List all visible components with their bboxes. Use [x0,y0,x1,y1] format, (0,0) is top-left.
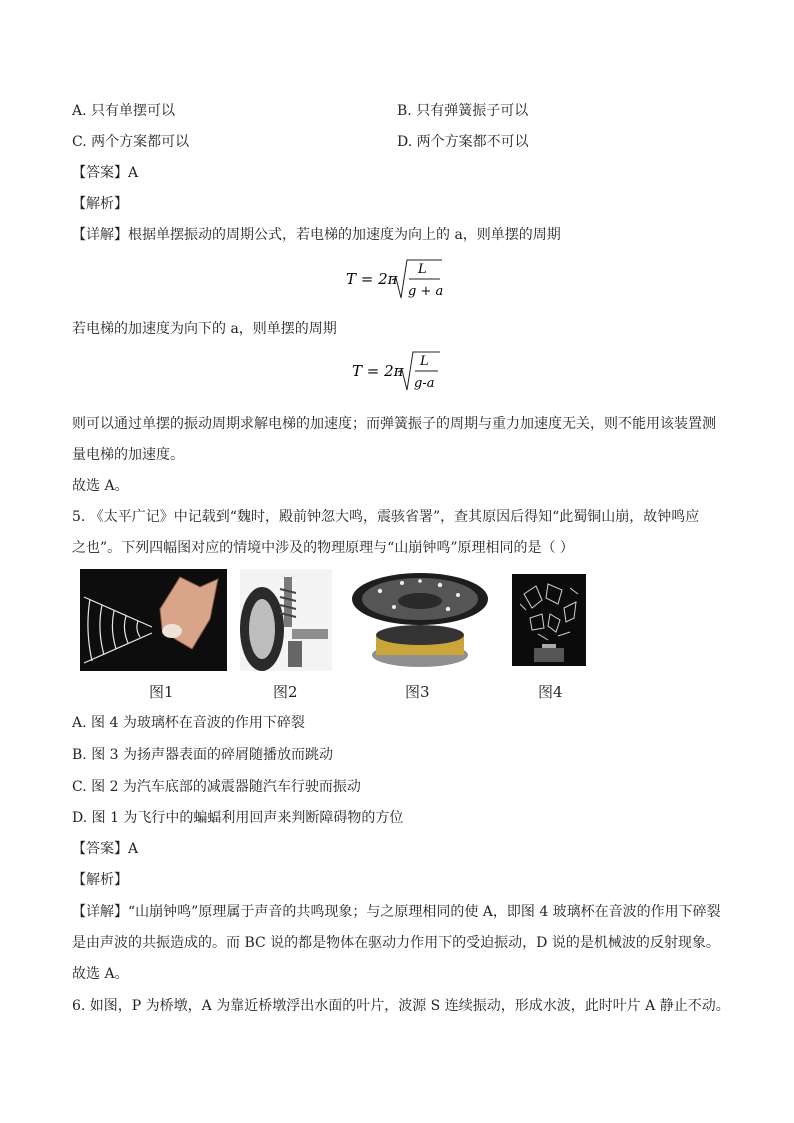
analysis-tag: 【解析】 [72,196,128,212]
formula-2 [352,350,452,400]
q5-option-b: B. 图 3 为扬声器表面的碎屑随播放而跳动 [72,747,333,763]
formula-1-den: g + a [408,284,444,299]
option-a: A. 只有单摆可以 [72,103,176,119]
answer-line [72,162,138,182]
answer-tag: 【答案】 [72,841,128,857]
figure-3-label: 图3 [405,683,430,701]
q5-option-a: A. 图 4 为玻璃杯在音波的作用下碎裂 [72,715,305,731]
bat-echo-icon [80,569,227,671]
detail-line-3a: 则可以通过单摆的振动周期求解电梯的加速度；而弹簧振子的周期与重力加速度无关，则不能用该装置测 [72,416,716,432]
q5-option-d: D. 图 1 为飞行中的蝙蝠利用回声来判断障碍物的方位 [72,810,404,826]
q5-detail-line-1 [72,901,721,921]
option-b: B. 只有弹簧振子可以 [397,103,529,119]
q5-detail-line-2: 是由声波的共振造成的。而 BC 说的都是物体在驱动力作用下的受迫振动，D 说的是机械波的反射现象。 [72,935,720,951]
q5-option-c: C. 图 2 为汽车底部的减震器随汽车行驶而振动 [72,779,361,795]
answer-tag: 【答案】 [72,165,128,181]
formula-2-svg [352,350,452,396]
q6-stem-1: 6. 如图，P 为桥墩，A 为靠近桥墩浮出水面的叶片，波源 S 连续振动，形成水波，此时叶片 A 静止不动。 [72,998,730,1014]
q5-stem-1: 5. 《太平广记》中记载到“魏时，殿前钟忽大鸣，震骇省署”，查其原因后得知“此蜀铜山崩，故钟鸣应 [72,509,700,525]
formula-1 [346,258,456,308]
detail-tag: 【详解】 [72,227,128,243]
shattering-glass-icon [512,574,586,666]
speaker-icon [350,569,490,671]
formula-2-lhs: T = 2π [352,362,404,380]
answer-value: A [128,165,139,181]
detail-line-1 [72,224,561,244]
figure-2-shock-absorber-image [240,569,332,671]
detail-tag: 【详解】 [72,904,128,920]
conclusion: 故选 A。 [72,478,129,494]
shock-absorber-icon [240,569,332,671]
formula-1-lhs: T = 2π [346,270,398,288]
figure-1-bat-image [80,569,227,671]
option-c: C. 两个方案都可以 [72,134,190,150]
figure-4-label: 图4 [538,683,563,701]
q5-answer-line [72,838,138,858]
q5-conclusion: 故选 A。 [72,966,129,982]
figure-1-label: 图1 [149,683,174,701]
detail-text: 根据单摆振动的周期公式，若电梯的加速度为向上的 a，则单摆的周期 [128,227,561,243]
answer-value: A [128,841,139,857]
figure-3-speaker-image [350,569,490,671]
detail-line-3b: 量电梯的加速度。 [72,447,184,463]
formula-1-num: L [418,262,427,277]
formula-2-num: L [420,354,429,369]
q5-stem-2: 之也”。下列四幅图对应的情境中涉及的物理原理与“山崩钟鸣”原理相同的是（ ） [72,540,574,556]
detail-line-2: 若电梯的加速度为向下的 a，则单摆的周期 [72,321,337,337]
option-d: D. 两个方案都不可以 [397,134,529,150]
formula-1-svg [346,258,456,304]
figure-2-label: 图2 [273,683,298,701]
formula-2-den: g-a [414,376,435,391]
q5-analysis-tag: 【解析】 [72,872,128,888]
detail-text: “山崩钟鸣”原理属于声音的共鸣现象；与之原理相同的使 A，即图 4 玻璃杯在音波的作用下碎裂 [128,904,721,920]
figure-4-glass-image [512,574,586,666]
